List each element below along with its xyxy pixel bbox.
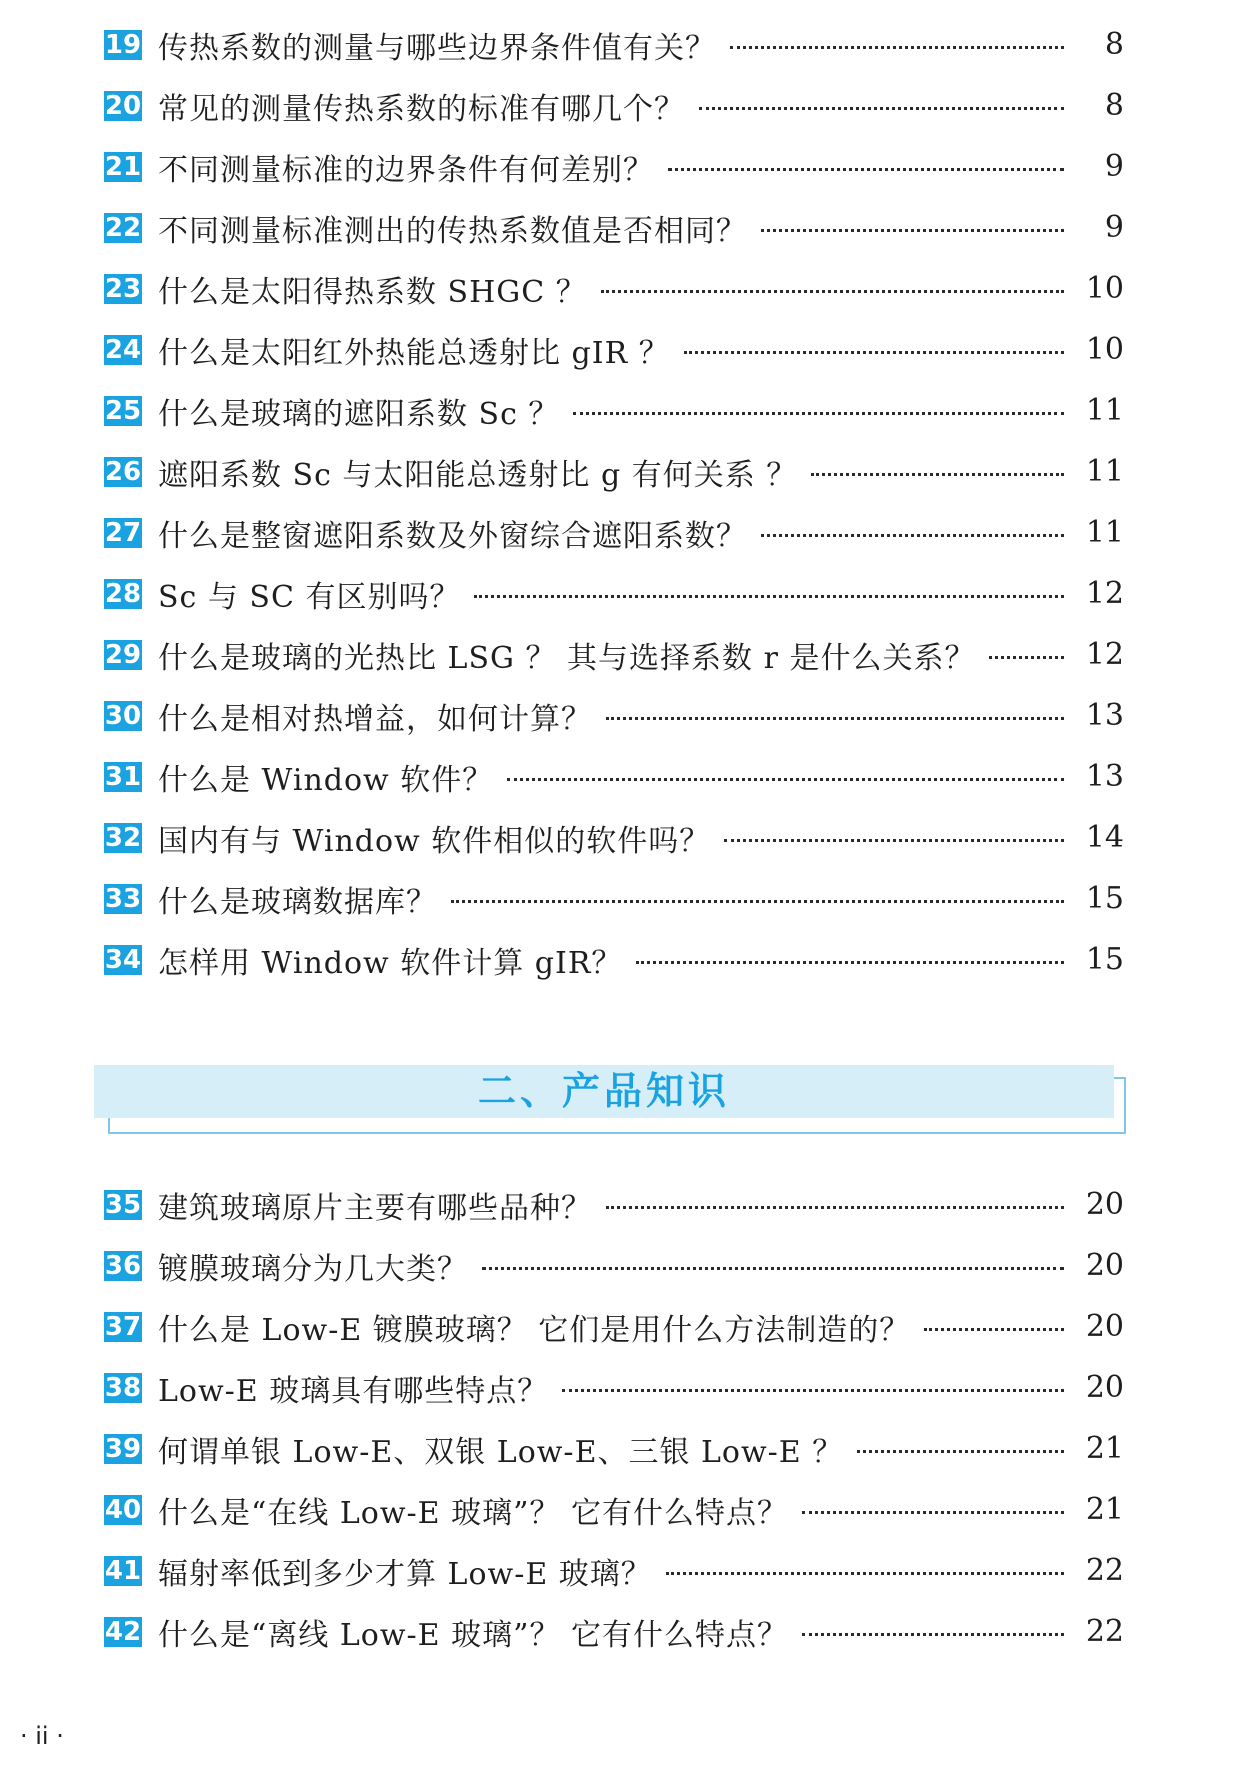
- entry-page: 8: [1104, 88, 1124, 123]
- entry-number: 29: [104, 639, 142, 670]
- dot-leader: [802, 1631, 1064, 1636]
- entry-number: 37: [104, 1311, 142, 1342]
- entry-title: 怎样用 Window 软件计算 gIR？: [158, 945, 623, 981]
- entry-number: 26: [104, 456, 142, 487]
- toc-entry[interactable]: [104, 1235, 1124, 1296]
- section-heading-banner: [94, 1065, 1122, 1122]
- entry-title: 什么是相对热增益，如何计算？: [158, 701, 592, 737]
- entry-number: 24: [104, 334, 142, 365]
- toc-entry[interactable]: [104, 1601, 1124, 1662]
- toc-entry[interactable]: [104, 14, 1124, 75]
- dot-leader: [857, 1448, 1064, 1453]
- toc-entry[interactable]: [104, 441, 1124, 502]
- toc-entry[interactable]: [104, 1357, 1124, 1418]
- dot-leader: [606, 1204, 1064, 1209]
- entry-number: 27: [104, 517, 142, 548]
- entry-number: 23: [104, 273, 142, 304]
- toc-entry[interactable]: [104, 807, 1124, 868]
- entry-title: 什么是太阳红外热能总透射比 gIR ？: [158, 335, 670, 371]
- dot-leader: [451, 898, 1064, 903]
- entry-page: 15: [1085, 942, 1124, 977]
- entry-number: 28: [104, 578, 142, 609]
- entry-page: 21: [1085, 1431, 1124, 1466]
- entry-number: 34: [104, 944, 142, 975]
- entry-title: 遮阳系数 Sc 与太阳能总透射比 g 有何关系 ？: [158, 457, 798, 493]
- dot-leader: [761, 227, 1064, 232]
- toc-section-2: [104, 1174, 1124, 1662]
- entry-number: 36: [104, 1250, 142, 1281]
- entry-number: 39: [104, 1433, 142, 1464]
- entry-page: 20: [1085, 1309, 1124, 1344]
- entry-title: 辐射率低到多少才算 Low-E 玻璃？: [158, 1556, 652, 1592]
- entry-page: 22: [1085, 1614, 1124, 1649]
- toc-entry[interactable]: [104, 1174, 1124, 1235]
- entry-page: 20: [1085, 1187, 1124, 1222]
- section-heading: 二、产品知识: [477, 1069, 730, 1113]
- toc-entry[interactable]: [104, 258, 1124, 319]
- dot-leader: [730, 44, 1064, 49]
- toc-entry[interactable]: [104, 929, 1124, 990]
- toc-entry[interactable]: [104, 868, 1124, 929]
- entry-number: 25: [104, 395, 142, 426]
- dot-leader: [802, 1509, 1064, 1514]
- dot-leader: [507, 776, 1064, 781]
- entry-title: 建筑玻璃原片主要有哪些品种？: [158, 1190, 592, 1226]
- toc-entry[interactable]: [104, 624, 1124, 685]
- entry-number: 40: [104, 1494, 142, 1525]
- toc-entry[interactable]: [104, 502, 1124, 563]
- dot-leader: [684, 349, 1064, 354]
- dot-leader: [573, 410, 1064, 415]
- entry-number: 32: [104, 822, 142, 853]
- entry-number: 42: [104, 1616, 142, 1647]
- entry-number: 41: [104, 1555, 142, 1586]
- dot-leader: [601, 288, 1064, 293]
- entry-title: 不同测量标准测出的传热系数值是否相同？: [158, 213, 747, 249]
- entry-page: 13: [1085, 698, 1124, 733]
- toc-entry[interactable]: [104, 746, 1124, 807]
- entry-page: 22: [1085, 1553, 1124, 1588]
- entry-number: 19: [104, 29, 142, 60]
- entry-number: 20: [104, 90, 142, 121]
- dot-leader: [482, 1265, 1064, 1270]
- entry-page: 20: [1085, 1370, 1124, 1405]
- toc-entry[interactable]: [104, 319, 1124, 380]
- toc-entry[interactable]: [104, 563, 1124, 624]
- entry-title: 镀膜玻璃分为几大类？: [158, 1251, 468, 1287]
- entry-page: 11: [1085, 454, 1124, 489]
- entry-title: 常见的测量传热系数的标准有哪几个？: [158, 91, 685, 127]
- dot-leader: [989, 654, 1064, 659]
- dot-leader: [811, 471, 1064, 476]
- entry-page: 14: [1085, 820, 1124, 855]
- entry-title: 什么是玻璃的光热比 LSG ？ 其与选择系数 r 是什么关系？: [158, 640, 976, 676]
- dot-leader: [761, 532, 1064, 537]
- entry-page: 20: [1085, 1248, 1124, 1283]
- entry-number: 33: [104, 883, 142, 914]
- entry-title: 传热系数的测量与哪些边界条件值有关？: [158, 30, 716, 66]
- toc-entry[interactable]: [104, 685, 1124, 746]
- entry-title: 什么是玻璃的遮阳系数 Sc ？: [158, 396, 560, 432]
- dot-leader: [666, 1570, 1064, 1575]
- entry-page: 21: [1085, 1492, 1124, 1527]
- entry-page: 13: [1085, 759, 1124, 794]
- toc-entry[interactable]: [104, 1296, 1124, 1357]
- entry-title: Sc 与 SC 有区别吗？: [158, 579, 461, 615]
- entry-title: 什么是太阳得热系数 SHGC ？: [158, 274, 587, 310]
- toc-entry[interactable]: [104, 197, 1124, 258]
- entry-number: 22: [104, 212, 142, 243]
- dot-leader: [699, 105, 1064, 110]
- toc-entry[interactable]: [104, 1479, 1124, 1540]
- entry-title: 什么是整窗遮阳系数及外窗综合遮阳系数？: [158, 518, 747, 554]
- entry-title: Low-E 玻璃具有哪些特点？: [158, 1373, 549, 1409]
- entry-page: 10: [1085, 271, 1124, 306]
- entry-page: 11: [1085, 515, 1124, 550]
- entry-number: 38: [104, 1372, 142, 1403]
- toc-entry[interactable]: [104, 380, 1124, 441]
- toc-entry[interactable]: [104, 1418, 1124, 1479]
- entry-page: 15: [1085, 881, 1124, 916]
- entry-page: 9: [1104, 149, 1124, 184]
- entry-page: 12: [1085, 576, 1124, 611]
- toc-section-1: [104, 14, 1124, 990]
- dot-leader: [606, 715, 1064, 720]
- entry-title: 什么是 Window 软件？: [158, 762, 494, 798]
- page-number-footer: · ii ·: [20, 1722, 64, 1750]
- entry-title: 什么是“在线 Low-E 玻璃”？ 它有什么特点？: [158, 1495, 788, 1531]
- entry-title: 什么是玻璃数据库？: [158, 884, 437, 920]
- entry-title: 不同测量标准的边界条件有何差别？: [158, 152, 654, 188]
- dot-leader: [668, 166, 1064, 171]
- entry-title: 什么是“离线 Low-E 玻璃”？ 它有什么特点？: [158, 1617, 788, 1653]
- entry-page: 12: [1085, 637, 1124, 672]
- entry-page: 10: [1085, 332, 1124, 367]
- dot-leader: [636, 959, 1064, 964]
- entry-number: 30: [104, 700, 142, 731]
- toc-entry[interactable]: [104, 1540, 1124, 1601]
- dot-leader: [562, 1387, 1064, 1392]
- entry-page: 8: [1104, 27, 1124, 62]
- entry-number: 35: [104, 1189, 142, 1220]
- dot-leader: [924, 1326, 1064, 1331]
- entry-number: 21: [104, 151, 142, 182]
- toc-entry[interactable]: [104, 136, 1124, 197]
- entry-title: 国内有与 Window 软件相似的软件吗？: [158, 823, 711, 859]
- dot-leader: [724, 837, 1064, 842]
- entry-page: 9: [1104, 210, 1124, 245]
- entry-page: 11: [1085, 393, 1124, 428]
- entry-title: 什么是 Low-E 镀膜玻璃？ 它们是用什么方法制造的？: [158, 1312, 911, 1348]
- toc-entry[interactable]: [104, 75, 1124, 136]
- dot-leader: [474, 593, 1064, 598]
- entry-title: 何谓单银 Low-E、双银 Low-E、三银 Low-E ？: [158, 1434, 844, 1470]
- entry-number: 31: [104, 761, 142, 792]
